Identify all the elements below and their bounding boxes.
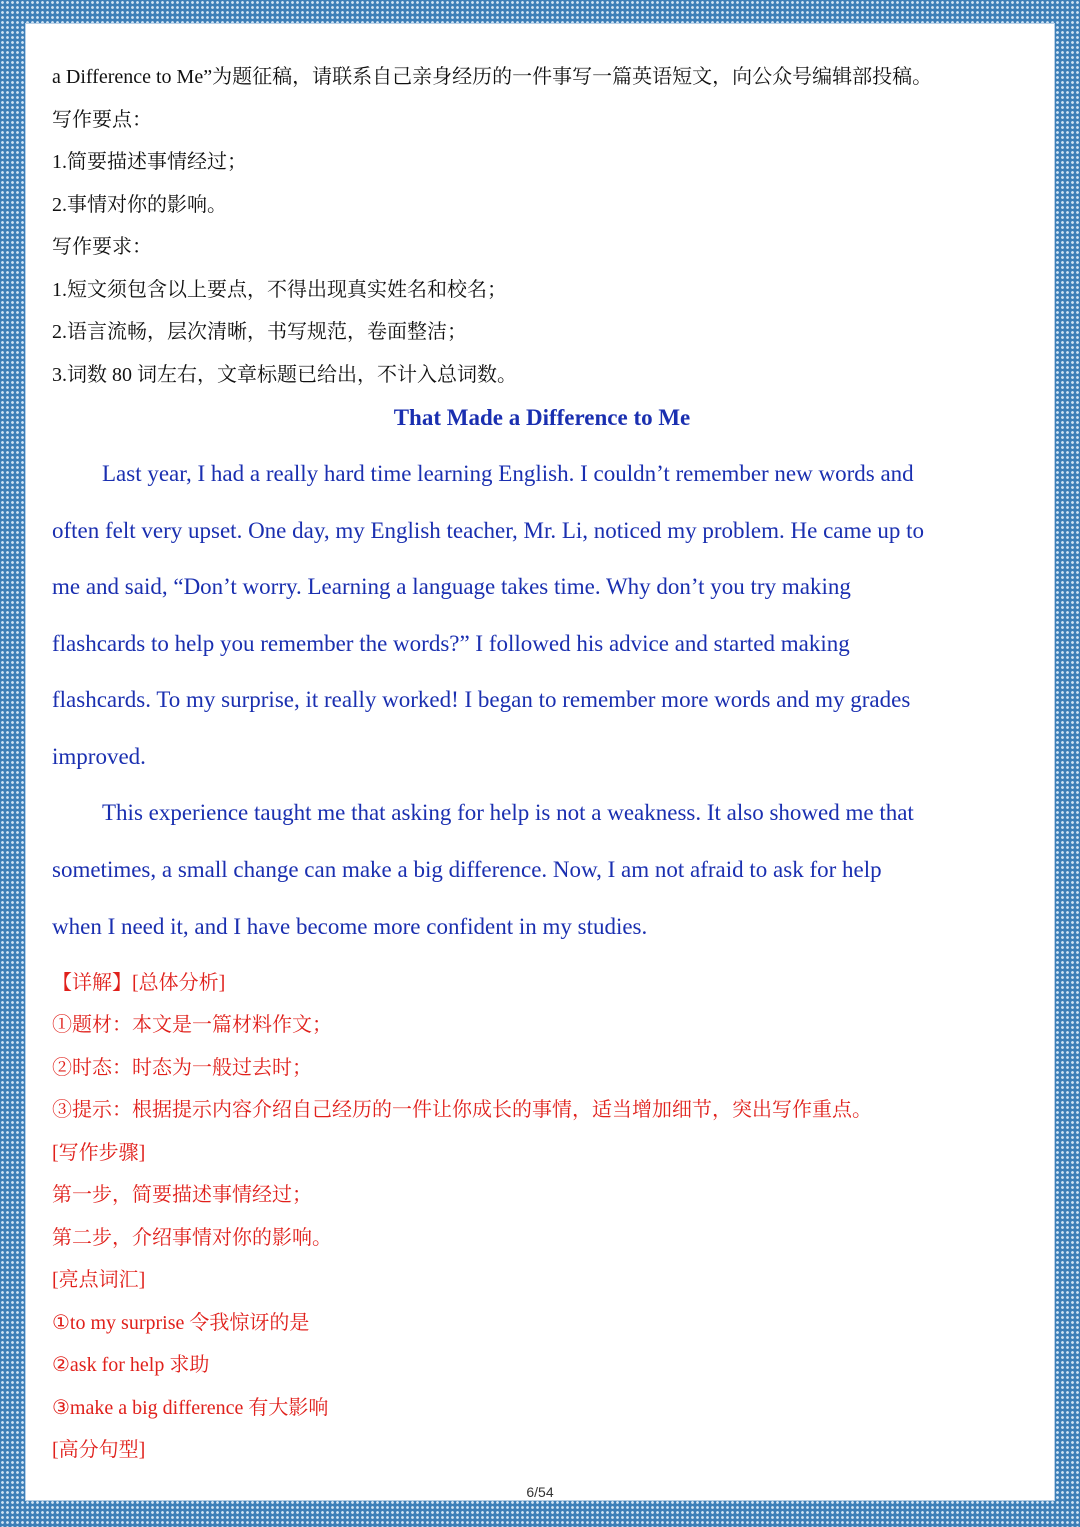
points-heading: 写作要点： [52,109,152,131]
rule-item-3: 3.词数 80 词左右，文章标题已给出，不计入总词数。 [52,364,517,386]
essay-line-3: me and said, “Don’t worry. Learning a language takes time. Why don’t you try making [52,574,851,599]
step-1: 第一步，简要描述事情经过； [52,1184,312,1206]
rule-item-1: 1.短文须包含以上要点，不得出现真实姓名和校名； [52,279,507,301]
analysis-line-2: ②时态：时态为一般过去时； [52,1057,312,1079]
essay-title: That Made a Difference to Me [393,405,691,430]
essay-line-2: often felt very upset. One day, my English teacher, Mr. Li, noticed my problem. He came up to [52,518,924,543]
vocab-item-3: ③make a big difference 有大影响 [52,1397,329,1419]
essay-line-5: flashcards. To my surprise, it really worked! I began to remember more words and my grades [52,687,911,712]
essay-line-8: sometimes, a small change can make a big difference. Now, I am not afraid to ask for help [52,857,882,882]
essay-line-9: when I need it, and I have become more confident in my studies. [52,914,648,939]
vocab-heading: [亮点词汇] [52,1269,146,1291]
essay-line-4: flashcards to help you remember the words?” I followed his advice and started making [52,631,850,656]
prompt-intro-line: a Difference to Me”为题征稿，请联系自己亲身经历的一件事写一篇英语短文，向公众号编辑部投稿。 [52,66,933,88]
steps-heading: [写作步骤] [52,1142,146,1164]
analysis-line-3: ③提示：根据提示内容介绍自己经历的一件让你成长的事情，适当增加细节，突出写作重点。 [52,1099,872,1121]
analysis-heading: 【详解】[总体分析] [52,972,226,994]
vocab-item-2: ②ask for help 求助 [52,1354,210,1376]
page-number: 6/54 [526,1484,554,1500]
document-page [26,24,1054,1500]
essay-line-7: This experience taught me that asking for help is not a weakness. It also showed me that [102,800,914,825]
sentence-patterns-heading: [高分句型] [52,1439,146,1461]
step-2: 第二步，介绍事情对你的影响。 [52,1227,332,1249]
point-item-1: 1.简要描述事情经过； [52,151,247,173]
point-item-2: 2.事情对你的影响。 [52,194,227,216]
vocab-item-1: ①to my surprise 令我惊讶的是 [52,1312,310,1334]
essay-line-6: improved. [52,744,146,769]
rules-heading: 写作要求： [52,236,152,258]
essay-line-1: Last year, I had a really hard time learning English. I couldn’t remember new words and [102,461,914,486]
rule-item-2: 2.语言流畅，层次清晰，书写规范，卷面整洁； [52,321,467,343]
analysis-line-1: ①题材：本文是一篇材料作文； [52,1014,332,1036]
